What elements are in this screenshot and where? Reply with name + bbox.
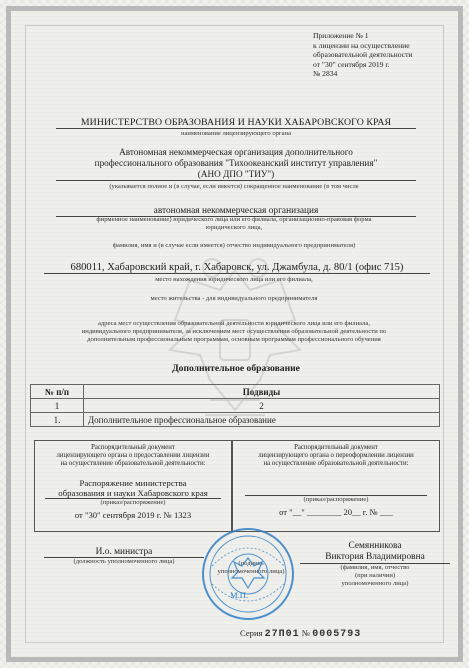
box-heading-line: лицензирующего органа о переоформлении лицензии — [258, 452, 414, 459]
table-cell: Дополнительное профессиональное образование — [84, 413, 440, 427]
caption-line: (при наличии) — [354, 572, 396, 579]
caption-line: фирменное наименование) юридического лица или его филиала, организационно-правовая форма — [96, 216, 372, 223]
reissue-order-date: от "__" ________ 20__ г. № ___ — [279, 507, 393, 517]
appendix-line: к лицензии на осуществление — [313, 40, 410, 50]
box-heading — [35, 444, 231, 468]
org-name-line: Автономная некоммерческая организация дополнительного — [119, 147, 353, 157]
serial-number: 0005793 — [312, 629, 362, 640]
table-row — [31, 413, 440, 427]
document-line: образования и науки Хабаровского края — [45, 488, 221, 499]
caption-line: (подпись — [238, 560, 264, 567]
organization-full-name — [56, 147, 416, 181]
caption-line: юридического лица, — [205, 224, 263, 231]
table-header-row — [31, 385, 440, 399]
licensing-authority-name: МИНИСТЕРСТВО ОБРАЗОВАНИЯ И НАУКИ ХАБАРОВСКОГО КРАЯ — [56, 117, 416, 129]
serial-label: Серия — [240, 628, 263, 638]
section-title: Дополнительное образование — [172, 363, 300, 374]
education-subtypes-table — [30, 384, 440, 427]
signatory-position-block — [44, 547, 204, 566]
appendix-block — [313, 31, 463, 79]
box-heading-line: на осуществление образовательной деятельности: — [263, 460, 409, 467]
signatory-given-names: Виктория Владимировна — [300, 552, 450, 564]
org-form-caption — [44, 216, 424, 232]
signatory-surname: Семянникова — [348, 541, 402, 551]
org-name-caption: (указывается полное и (в случае, если имеется) сокращенное наименование (в том числе — [109, 183, 359, 190]
official-seal-stamp-icon — [200, 526, 296, 622]
box-heading — [233, 444, 439, 468]
number-label: № — [301, 628, 311, 638]
column-header: № п/п — [31, 385, 84, 399]
appendix-line: № 2834 — [313, 69, 338, 79]
column-header: Подвиды — [84, 385, 440, 399]
caption-line: адреса мест осуществления образовательной деятельности юридического лица или его филиала, — [98, 320, 370, 327]
appendix-line: Приложение № 1 — [313, 31, 369, 40]
appendix-line: от "30" сентября 2019 г. — [313, 59, 390, 69]
serial-series: 27П01 — [264, 629, 300, 640]
org-address: 680011, Хабаровский край, г. Хабаровск, ул. Джамбула, д. 80/1 (офис 715) — [44, 262, 430, 274]
order-type-caption: (приказ/распоряжение) — [303, 496, 369, 503]
form-serial-number — [240, 628, 440, 640]
caption-line: индивидуального предпринимателя, за исключением мест осуществления образовательной деятельности по — [81, 328, 387, 335]
entrepreneur-name-caption: фамилия, имя и (в случае если имеется) отчество индивидуального предпринимателя) — [112, 242, 356, 249]
table-cell: 1 — [31, 399, 84, 413]
caption-line: уполномоченного лица) — [341, 580, 409, 587]
box-heading-line: Распорядительный документ — [91, 444, 175, 451]
caption-line: (фамилия, имя, отчество — [340, 564, 410, 571]
appendix-line: образовательной деятельности — [313, 50, 413, 60]
org-name-line: профессионального образования "Тихоокеанский институт управления" — [94, 158, 378, 168]
signatory-name-block — [300, 541, 450, 588]
grant-order-date: от "30" сентября 2019 г. № 1323 — [74, 510, 192, 520]
activity-places-caption — [44, 320, 424, 344]
org-name-line: (АНО ДПО "ТИУ") — [56, 169, 416, 181]
caption-line: уполномоченного лица) — [217, 568, 285, 575]
caption-line: дополнительным профессиональным программам, основным программам профессионального обучения — [87, 336, 381, 343]
table-number-row — [31, 399, 440, 413]
position-caption: (должность уполномоченного лица) — [73, 558, 175, 565]
address-caption: место нахождения юридического лица или его филиала, — [155, 276, 313, 283]
box-heading-line: лицензирующего органа о предоставлении лицензии — [56, 452, 210, 459]
seal-place-label: М.П. — [230, 590, 249, 600]
box-heading-line: Распорядительный документ — [294, 444, 378, 451]
table-cell: 2 — [84, 399, 440, 413]
grant-order-document — [35, 478, 231, 499]
order-type-caption: (приказ/распоряжение) — [100, 499, 166, 506]
residence-caption: место жительства - для индивидуального предпринимателя — [150, 295, 318, 302]
box-heading-line: на осуществление образовательной деятельности: — [60, 460, 206, 467]
grant-order-box — [34, 440, 232, 532]
signatory-position: И.о. министра — [44, 547, 204, 558]
licensing-authority-caption: наименование лицензирующего органа — [180, 130, 292, 137]
reissue-order-box — [232, 440, 440, 532]
document-line: Распоряжение министерства — [79, 478, 187, 488]
org-legal-form: автономная некоммерческая организация — [56, 206, 416, 217]
table-cell: 1. — [31, 413, 84, 427]
